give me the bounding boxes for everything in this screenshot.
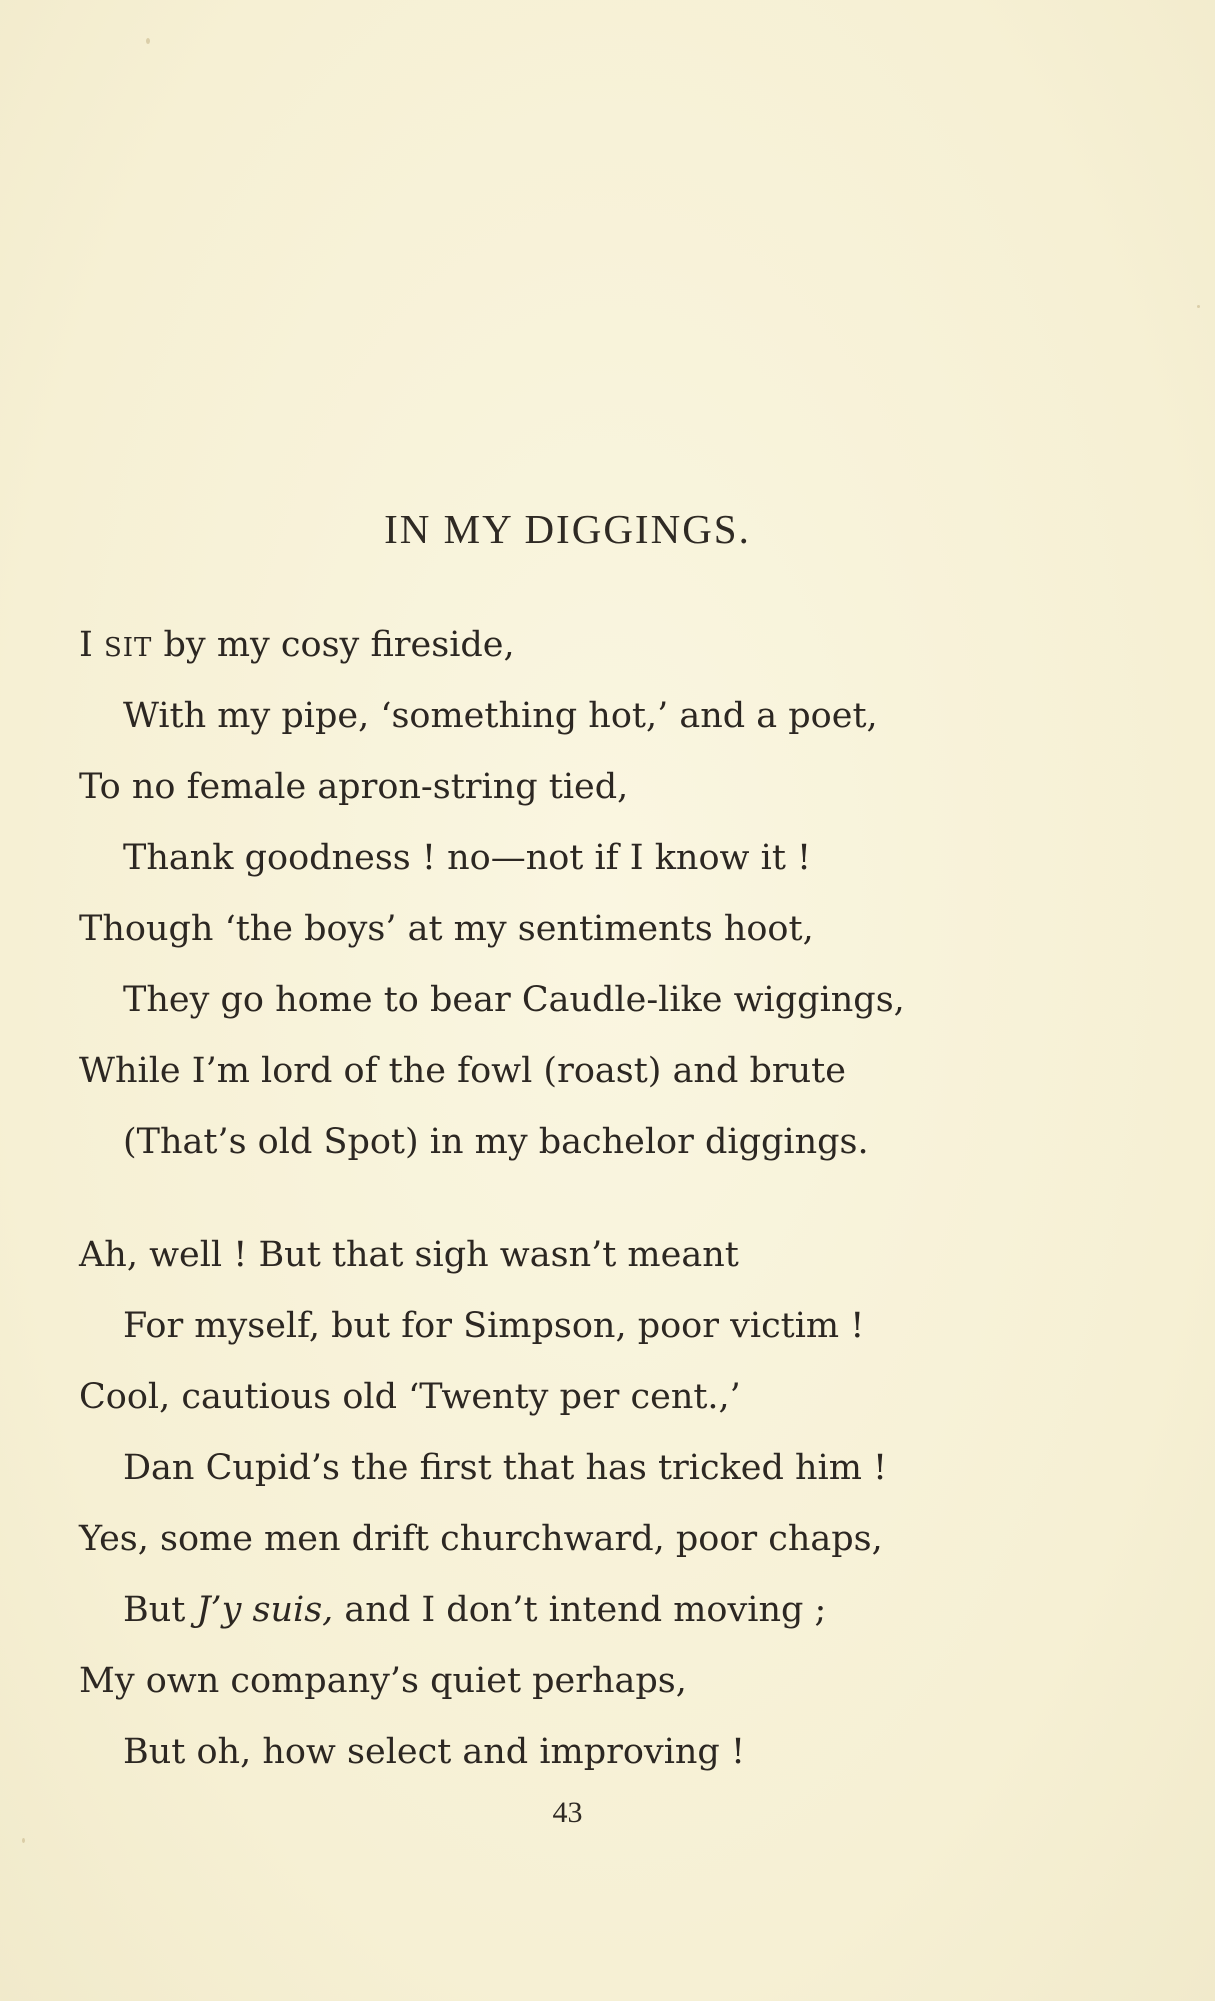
stanza-1	[79, 610, 1159, 1178]
poem-line: While I’m lord of the fowl (roast) and brute	[79, 1051, 846, 1091]
poem-line: My own company’s quiet perhaps,	[79, 1661, 687, 1701]
poem-line: They go home to bear Caudle-like wiggings,	[123, 980, 905, 1020]
poem-line: With my pipe, ‘something hot,’ and a poet,	[123, 696, 878, 736]
poem-line: Thank goodness ! no—not if I know it !	[123, 838, 812, 878]
poem-line: (That’s old Spot) in my bachelor diggings.	[123, 1122, 869, 1162]
poem-line: For myself, but for Simpson, poor victim !	[123, 1306, 865, 1346]
poem-line: Dan Cupid’s the first that has tricked him !	[123, 1448, 888, 1488]
paper-speck	[22, 1838, 25, 1843]
poem-line: To no female apron-string tied,	[79, 767, 629, 807]
poem-body	[79, 610, 1159, 1788]
poem-line: Ah, well ! But that sigh wasn’t meant	[79, 1235, 739, 1275]
italic-phrase: J’y suis,	[196, 1590, 334, 1630]
poem-line	[79, 610, 1159, 681]
small-caps-word: SIT	[103, 633, 153, 663]
poem-line: Yes, some men drift churchward, poor chaps,	[79, 1519, 883, 1559]
poem-line: Cool, cautious old ‘Twenty per cent.,’	[79, 1377, 741, 1417]
stanza-2	[79, 1220, 1159, 1788]
poem-line: But oh, how select and improving !	[123, 1732, 746, 1772]
line-end: and I don’t intend moving ;	[333, 1590, 827, 1630]
line-rest: by my cosy fireside,	[152, 625, 515, 665]
paper-speck	[146, 38, 150, 44]
page-number: 43	[552, 1796, 583, 1829]
paper-speck	[1197, 305, 1200, 308]
stanza-break	[79, 1178, 1159, 1220]
poem-title: IN MY DIGGINGS.	[384, 506, 751, 552]
line-start: But	[123, 1590, 197, 1630]
poem-line: Though ‘the boys’ at my sentiments hoot,	[79, 909, 814, 949]
first-word: I	[79, 625, 104, 665]
poem-line	[79, 1575, 1159, 1646]
